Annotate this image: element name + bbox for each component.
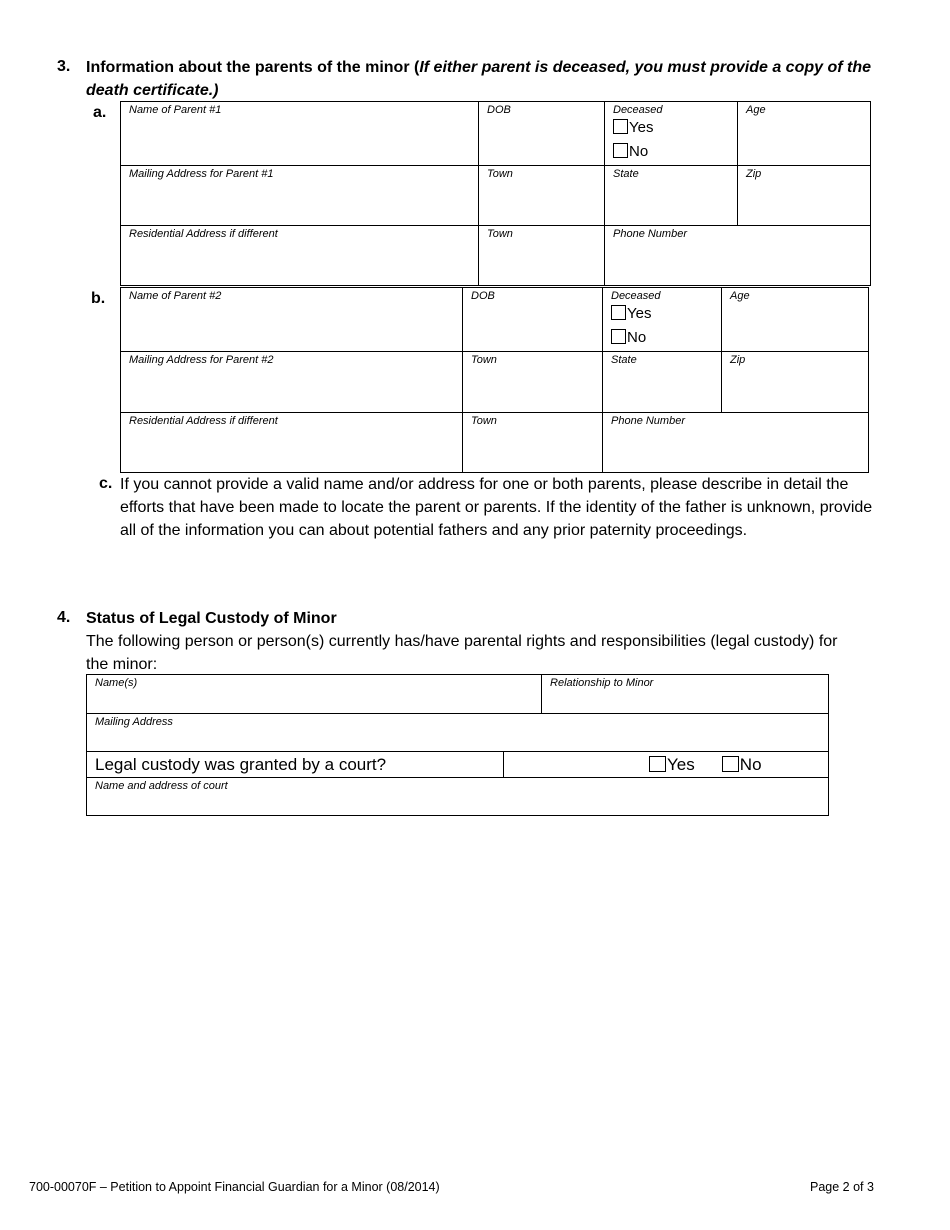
parent-1-state-label: State (613, 168, 639, 180)
parent-2-name-field[interactable] (121, 288, 463, 352)
custody-names-label: Name(s) (95, 677, 138, 689)
parent-1-mailing-field[interactable] (121, 166, 479, 226)
parent-1-age-field[interactable] (738, 102, 871, 166)
parent-1-town2-label: Town (487, 228, 513, 240)
custody-relationship-field[interactable] (542, 675, 829, 714)
parent-1-dob-label: DOB (487, 104, 511, 116)
custody-court-name-label: Name and address of court (95, 780, 228, 792)
section-3-title (86, 56, 876, 102)
parent-1-deceased-field (605, 102, 738, 166)
parent-1-table (120, 101, 871, 286)
custody-court-answer-cell (504, 752, 829, 778)
parent-1-deceased-label: Deceased (613, 104, 663, 116)
custody-mailing-field[interactable] (87, 714, 829, 752)
custody-names-field[interactable] (87, 675, 542, 714)
parent-2-zip-field[interactable] (722, 352, 869, 413)
custody-court-question: Legal custody was granted by a court? (95, 754, 387, 774)
parent-1-state-field[interactable] (605, 166, 738, 226)
parent-1-town-field[interactable] (479, 166, 605, 226)
parent-2-mailing-field[interactable] (121, 352, 463, 413)
parent-1-name-field[interactable] (121, 102, 479, 166)
section-3-title-plain: Information about the parents of the minor ( (86, 59, 420, 76)
parent-1-zip-label: Zip (746, 168, 762, 180)
parent-2-age-label: Age (730, 290, 750, 302)
section-3-title-italic: If either parent is deceased, you must provide a copy of the death certificate.) (86, 59, 871, 99)
section-4-title: Status of Legal Custody of Minor (86, 610, 337, 627)
parent-1-letter: a. (93, 104, 107, 121)
parent-2-deceased-yes-checkbox[interactable] (611, 305, 626, 320)
parent-2-mailing-label: Mailing Address for Parent #2 (129, 354, 274, 366)
parent-2-town2-label: Town (471, 415, 497, 427)
custody-court-no-label: No (739, 754, 762, 774)
parent-2-town2-field[interactable] (463, 413, 603, 473)
parent-2-age-field[interactable] (722, 288, 869, 352)
custody-court-yes-checkbox[interactable] (649, 756, 666, 772)
custody-table (86, 674, 829, 816)
parent-1-mailing-label: Mailing Address for Parent #1 (129, 168, 274, 180)
parent-1-phone-label: Phone Number (613, 228, 687, 240)
parent-2-phone-field[interactable] (603, 413, 869, 473)
custody-court-yes-label: Yes (667, 754, 695, 774)
parent-2-state-label: State (611, 354, 637, 366)
parent-1-zip-field[interactable] (738, 166, 871, 226)
parent-2-town-field[interactable] (463, 352, 603, 413)
parent-1-age-label: Age (746, 104, 766, 116)
parent-2-zip-label: Zip (730, 354, 746, 366)
parent-2-deceased-field (603, 288, 722, 352)
custody-court-question-cell (87, 752, 504, 778)
parent-1-yes-label: Yes (629, 119, 654, 136)
parent-1-no-label: No (629, 143, 649, 160)
parent-2-yes-label: Yes (627, 305, 652, 322)
parent-1-town2-field[interactable] (479, 226, 605, 286)
footer-form-id: 700-00070F – Petition to Appoint Financial Guardian for a Minor (08/2014) (29, 1180, 440, 1194)
parent-2-table (120, 287, 869, 473)
parent-2-letter: b. (91, 290, 106, 307)
custody-mailing-label: Mailing Address (95, 716, 173, 728)
section-4-number: 4. (57, 609, 71, 626)
parent-2-no-label: No (627, 329, 647, 346)
parent-1-residential-field[interactable] (121, 226, 479, 286)
custody-court-no-checkbox[interactable] (722, 756, 739, 772)
parent-2-residential-field[interactable] (121, 413, 463, 473)
custody-court-name-field[interactable] (87, 778, 829, 816)
parent-1-residential-label: Residential Address if different (129, 228, 278, 240)
section-3-number: 3. (57, 58, 71, 75)
parent-1-dob-field[interactable] (479, 102, 605, 166)
section-3c-letter: c. (99, 475, 113, 492)
parent-2-deceased-no-checkbox[interactable] (611, 329, 626, 344)
custody-relationship-label: Relationship to Minor (550, 677, 654, 689)
parent-2-town-label: Town (471, 354, 497, 366)
parent-2-phone-label: Phone Number (611, 415, 685, 427)
parent-1-deceased-yes-checkbox[interactable] (613, 119, 628, 134)
section-4-intro: The following person or person(s) currently has/have parental rights and responsibilities (legal custody) for the minor: (86, 633, 838, 673)
parent-2-name-label: Name of Parent #2 (129, 290, 222, 302)
parent-1-phone-field[interactable] (605, 226, 871, 286)
parent-1-town-label: Town (487, 168, 513, 180)
parent-1-name-label: Name of Parent #1 (129, 104, 222, 116)
parent-2-dob-field[interactable] (463, 288, 603, 352)
parent-2-dob-label: DOB (471, 290, 495, 302)
section-3c-text: If you cannot provide a valid name and/or address for one or both parents, please describe in detail the efforts that have been made to locate the parent or parents. If the identity of the father is unknown, provide all of the information you can about potential fathers and any prior paternity proceedings. (120, 476, 873, 539)
footer-page-number: Page 2 of 3 (810, 1180, 874, 1194)
parent-2-residential-label: Residential Address if different (129, 415, 278, 427)
parent-1-deceased-no-checkbox[interactable] (613, 143, 628, 158)
parent-2-deceased-label: Deceased (611, 290, 661, 302)
parent-2-state-field[interactable] (603, 352, 722, 413)
